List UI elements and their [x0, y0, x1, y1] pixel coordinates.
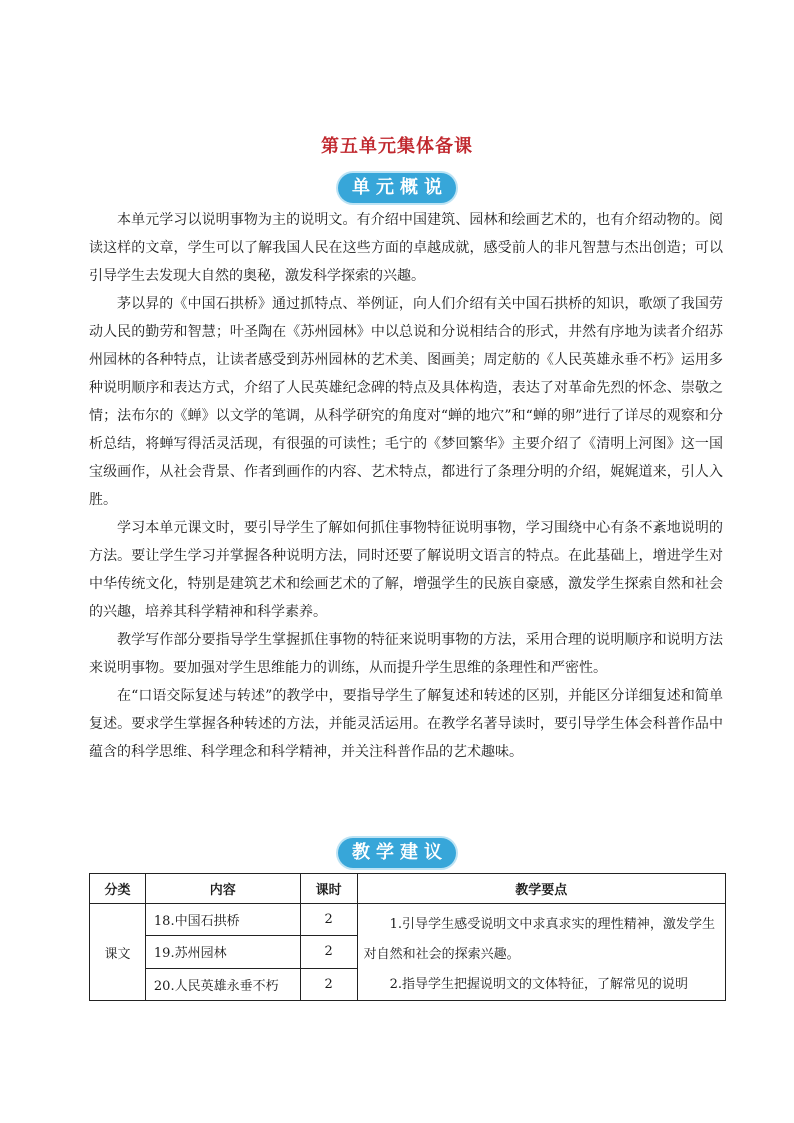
key-point: 2.指导学生把握说明文的文体特征，了解常见的说明: [389, 977, 688, 992]
document-title: 第五单元集体备课: [321, 136, 473, 157]
lesson-hours: 2: [300, 904, 357, 936]
section-banner-suggestions: 教学建议: [338, 838, 456, 868]
lesson-hours: 2: [300, 968, 357, 1000]
overview-paragraph: 在“口语交际复述与转述”的教学中，要指导学生了解复述和转述的区别，并能区分详细复述和简单复述。要求学生掌握各种转述的方法，并能灵活运用。在教学名著导读时，要引导学生体会科普作品中蕴含的科学思维、科学理念和科学精神，并关注科普作品的艺术趣味。: [89, 688, 723, 760]
overview-paragraph: 教学写作部分要指导学生掌握抓住事物的特征来说明事物的方法，采用合理的说明顺序和说明方法来说明事物。要加强对学生思维能力的训练，从而提升学生思维的条理性和严密性。: [89, 632, 723, 676]
overview-paragraph: 茅以昇的《中国石拱桥》通过抓特点、举例证，向人们介绍有关中国石拱桥的知识，歌颂了我国劳动人民的勤劳和智慧；叶圣陶在《苏州园林》中以总说和分说相结合的形式，井然有序地为读者介绍苏州园林的各种特点，让读者感受到苏州园林的艺术美、图画美；周定舫的《人民英雄永垂不朽》运用多种说明顺序和表达方式，介绍了人民英雄纪念碑的特点及具体构造，表达了对革命先烈的怀念、崇敬之情；法布尔的《蝉》以文学的笔调，从科学研究的角度对“蝉的地穴”和“蝉的卵”进行了详尽的观察和分析总结，将蝉写得活灵活现，有很强的可读性；毛宁的《梦回繁华》主要介绍了《清明上河图》这一国宝级画作，从社会背景、作者到画作的内容、艺术特点，都进行了条理分明的介绍，娓娓道来，引人入胜。: [89, 296, 723, 508]
header-key-points: 教学要点: [357, 874, 725, 904]
lesson-name: 19.苏州园林: [145, 936, 300, 968]
overview-body: [89, 206, 723, 766]
header-category: 分类: [90, 874, 146, 904]
lesson-name: 20.人民英雄永垂不朽: [145, 968, 300, 1000]
header-hours: 课时: [300, 874, 357, 904]
table-row: [90, 904, 726, 936]
lesson-name: 18.中国石拱桥: [145, 904, 300, 936]
overview-paragraph: 学习本单元课文时，要引导学生了解如何抓住事物特征说明事物，学习围绕中心有条不紊地说明的方法。要让学生学习并掌握各种说明方法，同时还要了解说明文语言的特点。在此基础上，增进学生对中华传统文化，特别是建筑艺术和绘画艺术的了解，增强学生的民族自豪感，激发学生探索自然和社会的兴趣，培养其科学精神和科学素养。: [89, 520, 723, 620]
overview-paragraph: 本单元学习以说明事物为主的说明文。有介绍中国建筑、园林和绘画艺术的，也有介绍动物的。阅读这样的文章，学生可以了解我国人民在这些方面的卓越成就，感受前人的非凡智慧与杰出创造；可以引导学生去发现大自然的奥秘，激发科学探索的兴趣。: [89, 212, 723, 284]
table-header-row: [90, 874, 726, 904]
category-cell: 课文: [90, 904, 146, 1001]
section-banner-overview: 单元概说: [338, 173, 456, 203]
header-content: 内容: [145, 874, 300, 904]
key-point: 1.引导学生感受说明文中求真求实的理性精神，激发学生对自然和社会的探索兴趣。: [363, 917, 715, 962]
teaching-plan-table: [89, 873, 726, 1001]
lesson-hours: 2: [300, 936, 357, 968]
key-points-cell: [357, 904, 725, 1001]
